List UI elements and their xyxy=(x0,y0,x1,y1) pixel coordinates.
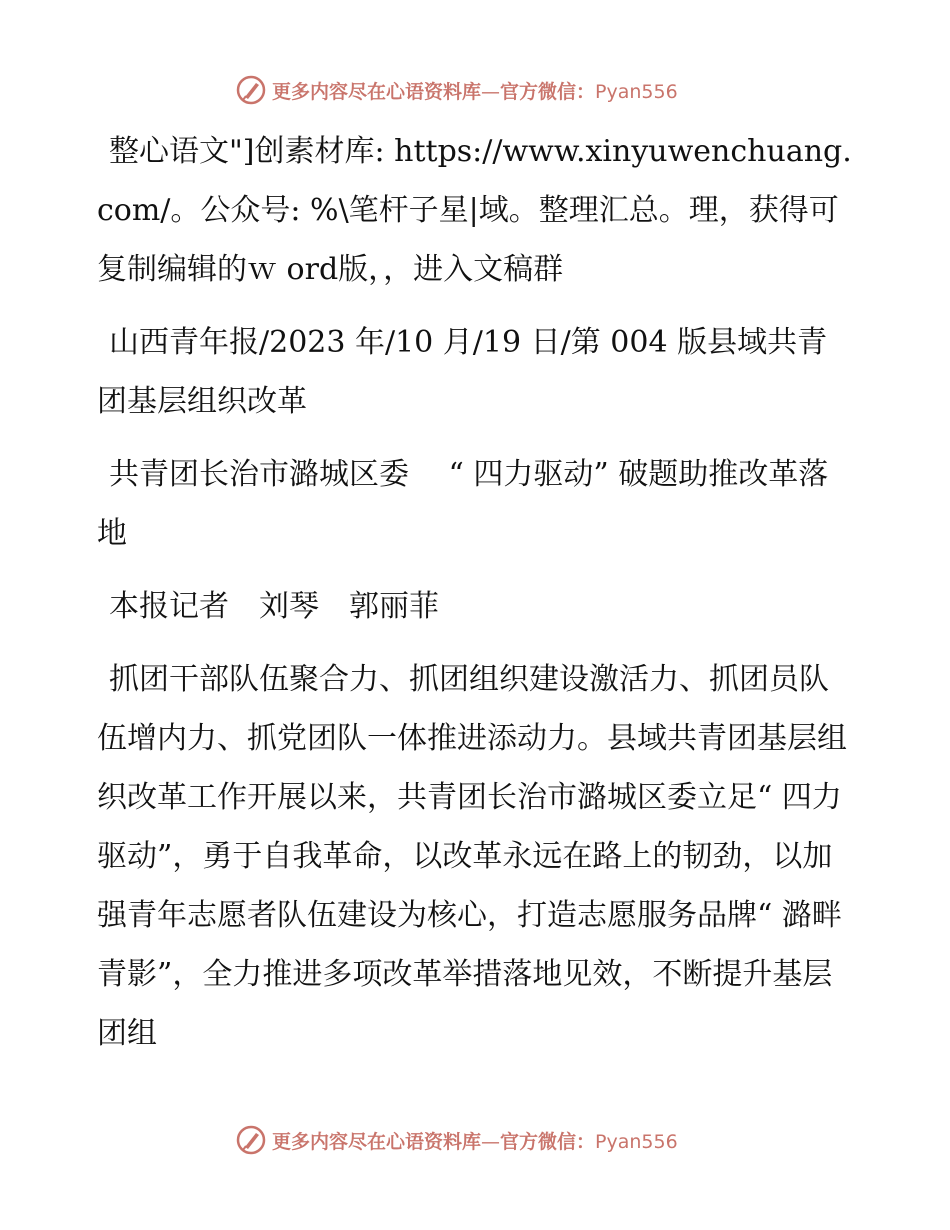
watermark-separator: — xyxy=(481,1130,501,1153)
quill-pen-icon xyxy=(236,1125,266,1155)
header-watermark xyxy=(236,73,678,107)
watermark-wechat-id: Pyan556 xyxy=(595,80,678,103)
watermark-main: 更多内容尽在心语资料库 xyxy=(272,80,482,103)
watermark-official: 官方微信： xyxy=(500,80,596,103)
paragraph-body: 抓团干部队伍聚合力、抓团组织建设激活力、抓团员队伍增内力、抓党团队一体推进添动力。县域共青团基层组织改革工作开展以来，共青团长治市潞城区委立足“ 四力驱动”，勇于自我革命，以改革永远在路上的韧劲，以加强青年志愿者队伍建设为核心，打造志愿服务品牌“ 潞畔青影”，全力推进多项改革举措落地见效，不断提升基层团组 xyxy=(97,662,847,1051)
paragraph-byline: 本报记者 刘琴 郭丽菲 xyxy=(109,589,439,624)
watermark-separator: — xyxy=(481,80,501,103)
paragraph-source-note: 整心语文"]创素材库: https://www.xinyuwenchuang.com/。公众号: %\笔杆子星|域。整理汇总。理，获得可复制编辑的ｗ ord版，，进入文稿群 xyxy=(97,134,852,287)
paragraph-publication-info: 山西青年报/2023 年/10 月/19 日/第 004 版县域共青团基层组织改革 xyxy=(97,325,828,419)
watermark-main: 更多内容尽在心语资料库 xyxy=(272,1130,482,1153)
watermark-wechat-id: Pyan556 xyxy=(595,1130,678,1153)
quill-pen-icon xyxy=(236,75,266,105)
paragraph-article-title: 共青团长治市潞城区委 “ 四力驱动” 破题助推改革落地 xyxy=(97,457,829,551)
footer-watermark xyxy=(236,1123,678,1157)
watermark-official: 官方微信： xyxy=(500,1130,596,1153)
watermark-text xyxy=(272,77,678,104)
document-body xyxy=(97,122,857,1077)
watermark-text xyxy=(272,1127,678,1154)
